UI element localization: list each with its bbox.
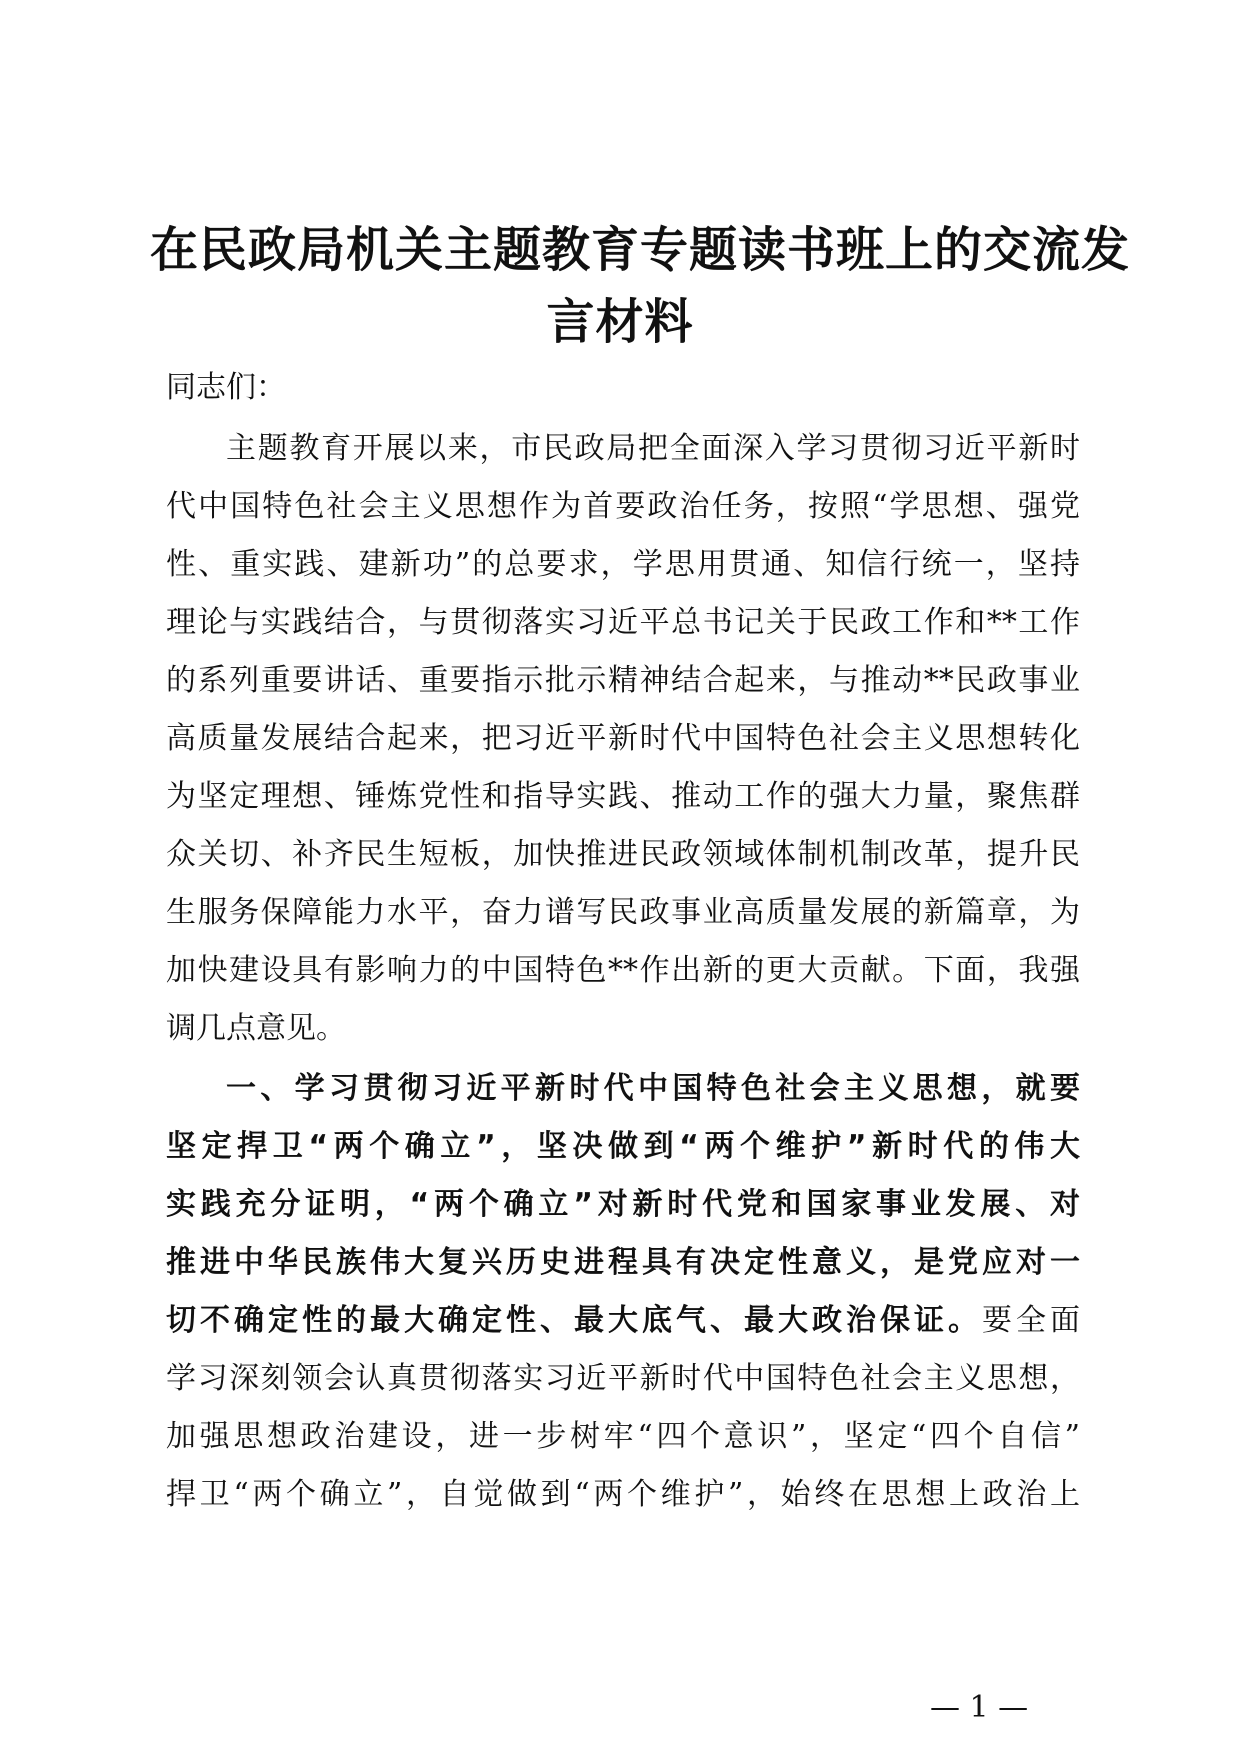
text-line: 加强思想政治建设，进一步树牢“四个意识”，坚定“四个自信” xyxy=(166,1419,1080,1454)
paragraph-intro xyxy=(166,420,1080,1058)
section-heading-line: 一、学习贯彻习近平新时代中国特色社会主义思想，就要 xyxy=(226,1071,1080,1106)
section-heading-line: 坚定捍卫“两个确立”，坚决做到“两个维护”新时代的伟大 xyxy=(166,1129,1080,1164)
text-line: 学习深刻领会认真贯彻落实习近平新时代中国特色社会主义思想， xyxy=(166,1361,1080,1396)
text-line: 捍卫“两个确立”，自觉做到“两个维护”，始终在思想上政治上 xyxy=(166,1477,1080,1512)
section-heading-line: 实践充分证明，“两个确立”对新时代党和国家事业发展、对 xyxy=(166,1187,1080,1222)
title-line: 在民政局机关主题教育专题读书班上的交流发 xyxy=(150,222,1131,278)
mixed-text-line xyxy=(166,1292,1080,1350)
section-heading-tail: 切不确定性的最大确定性、最大底气、最大政治保证。 xyxy=(166,1303,982,1338)
body-text-start: 要全面 xyxy=(982,1303,1080,1338)
paragraph-section-one xyxy=(166,1060,1080,1524)
text-line: 加快建设具有影响力的中国特色**作出新的更大贡献。下面，我强 xyxy=(166,953,1080,988)
salutation: 同志们： xyxy=(166,370,286,405)
text-line: 理论与实践结合，与贯彻落实习近平总书记关于民政工作和**工作 xyxy=(166,605,1080,640)
text-line: 众关切、补齐民生短板，加快推进民政领域体制机制改革，提升民 xyxy=(166,837,1080,872)
text-line: 的系列重要讲话、重要指示批示精神结合起来，与推动**民政事业 xyxy=(166,663,1080,698)
text-line: 主题教育开展以来，市民政局把全面深入学习贯彻习近平新时 xyxy=(226,431,1080,466)
text-line: 代中国特色社会主义思想作为首要政治任务，按照“学思想、强党 xyxy=(166,489,1080,524)
document-title xyxy=(150,214,1131,358)
text-line: 生服务保障能力水平，奋力谱写民政事业高质量发展的新篇章，为 xyxy=(166,895,1080,930)
section-heading-line: 推进中华民族伟大复兴历史进程具有决定性意义，是党应对一 xyxy=(166,1245,1080,1280)
text-line: 为坚定理想、锤炼党性和指导实践、推动工作的强大力量，聚焦群 xyxy=(166,779,1080,814)
text-line: 高质量发展结合起来，把习近平新时代中国特色社会主义思想转化 xyxy=(166,721,1080,756)
page-number: — 1 — xyxy=(930,1690,1029,1725)
text-line: 调几点意见。 xyxy=(166,1011,346,1046)
title-line: 言材料 xyxy=(546,294,694,350)
text-line: 性、重实践、建新功”的总要求，学思用贯通、知信行统一，坚持 xyxy=(166,547,1080,582)
